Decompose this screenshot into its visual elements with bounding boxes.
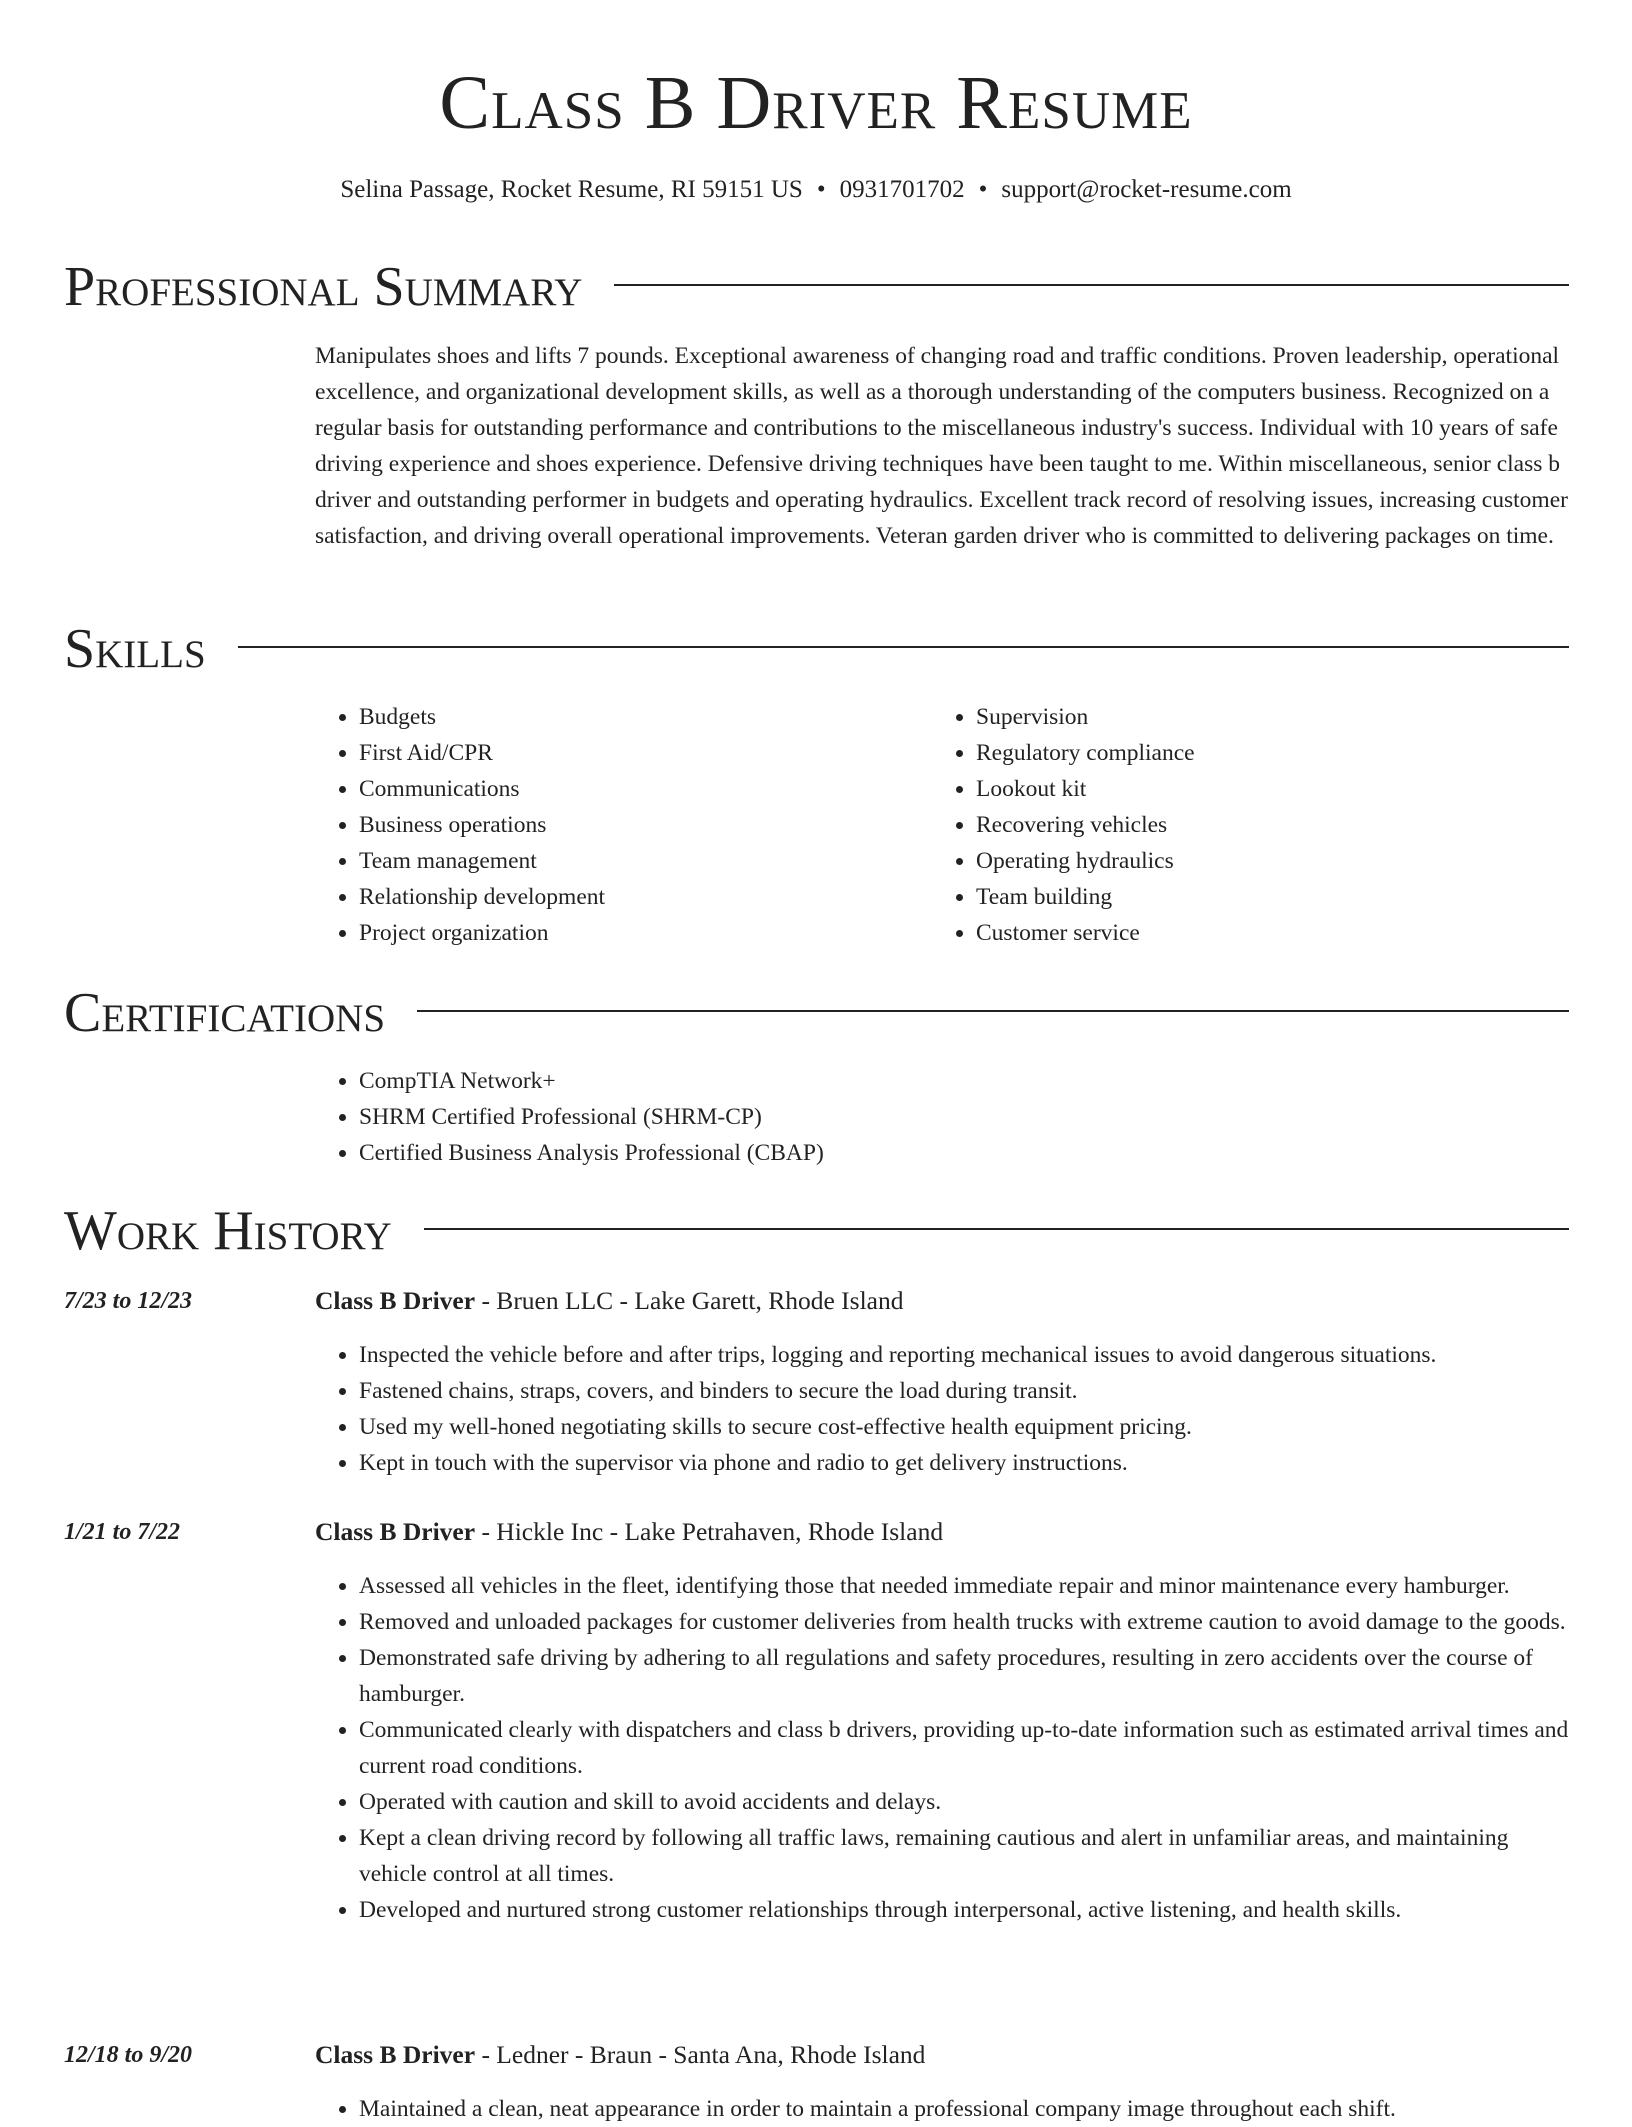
job-heading (315, 2037, 925, 2073)
job-duties (315, 1337, 1573, 1481)
contact-separator: • (816, 176, 826, 203)
skill-item: • Lookout kit (976, 771, 1552, 807)
section-heading-skills (64, 614, 1569, 684)
skill-item: • Customer service (976, 915, 1552, 951)
contact-email: support@rocket-resume.com (1001, 176, 1292, 203)
skill-item: • Operating hydraulics (976, 843, 1552, 879)
duty-item: • Communicated clearly with dispatchers and class b drivers, providing up-to-date information such as estimated arrival times and current road conditions. (359, 1712, 1573, 1784)
section-heading-work-history (64, 1196, 1569, 1266)
duty-item: • Kept in touch with the supervisor via phone and radio to get delivery instructions. (359, 1445, 1573, 1481)
skill-item: • Project organization (359, 915, 915, 951)
duty-item: • Fastened chains, straps, covers, and binders to secure the load during transit. (359, 1373, 1573, 1409)
skill-item: • Recovering vehicles (976, 807, 1552, 843)
section-heading-summary (64, 252, 1569, 322)
job-employer: - Ledner - Braun - Santa Ana, Rhode Island (475, 2040, 926, 2069)
job-dates: 1/21 to 7/22 (64, 1519, 181, 1545)
skill-item: • Supervision (976, 699, 1552, 735)
job-role: Class B Driver (315, 1517, 476, 1546)
contact-address: Selina Passage, Rocket Resume, RI 59151 US (340, 176, 803, 203)
job-dates: 7/23 to 12/23 (64, 1288, 193, 1314)
duty-item: • Operated with caution and skill to avoid accidents and delays. (359, 1784, 1573, 1820)
summary-text: Manipulates shoes and lifts 7 pounds. Exceptional awareness of changing road and traffic conditions. Proven leadership, operational excellence, and organizational development skills, as well as a thorough understanding of the computers business. Recognized on a regular basis for outstanding performance and contributions to the miscellaneous industry's success. Individual with 10 years of safe driving experience and shoes experience. Defensive driving techniques have been taught to me. Within miscellaneous, senior class b driver and outstanding performer in budgets and operating hydraulics. Excellent track record of resolving issues, increasing customer satisfaction, and driving overall operational improvements. Veteran garden driver who is committed to delivering packages on time. (315, 343, 1568, 549)
certification-item: • Certified Business Analysis Professional (CBAP) (359, 1135, 1565, 1171)
job-heading (315, 1283, 903, 1319)
duty-item: • Inspected the vehicle before and after trips, logging and reporting mechanical issues to avoid dangerous situations. (359, 1337, 1573, 1373)
job-role: Class B Driver (315, 1286, 476, 1315)
skill-item: • Team building (976, 879, 1552, 915)
section-heading-certifications (64, 978, 1569, 1048)
section-title-skills: Skills (64, 618, 206, 680)
skill-item: • Regulatory compliance (976, 735, 1552, 771)
skill-item: • Budgets (359, 699, 915, 735)
skill-item: • Team management (359, 843, 915, 879)
contact-line (0, 172, 1632, 208)
skill-item: • Relationship development (359, 879, 915, 915)
section-title-work-history: Work History (64, 1200, 392, 1262)
section-title-summary: Professional Summary (64, 256, 583, 318)
job-role: Class B Driver (315, 2040, 476, 2069)
duty-item: • Kept a clean driving record by following all traffic laws, remaining cautious and alert in unfamiliar areas, and maintaining vehicle control at all times. (359, 1820, 1573, 1892)
duty-item: • Developed and nurtured strong customer relationships through interpersonal, active listening, and health skills. (359, 1892, 1573, 1928)
job-duties (315, 1568, 1573, 1928)
skill-item: • Communications (359, 771, 915, 807)
duty-item: • Demonstrated safe driving by adhering to all regulations and safety procedures, resulting in zero accidents over the course of hamburger. (359, 1640, 1573, 1712)
resume-title: Class B Driver Resume (439, 61, 1193, 145)
job-heading (315, 1514, 943, 1550)
duty-item: • Used my well-honed negotiating skills to secure cost-effective health equipment pricing. (359, 1409, 1573, 1445)
certification-item: • CompTIA Network+ (359, 1063, 1565, 1099)
job-employer: - Bruen LLC - Lake Garett, Rhode Island (475, 1286, 904, 1315)
skills-column-right (932, 699, 1552, 951)
duty-item: • Maintained a clean, neat appearance in order to maintain a professional company image throughout each shift. (359, 2091, 1573, 2127)
job-dates: 12/18 to 9/20 (64, 2042, 193, 2068)
section-title-certifications: Certifications (64, 982, 386, 1044)
section-divider (614, 284, 1569, 286)
skill-item: • Business operations (359, 807, 915, 843)
duty-item: • Assessed all vehicles in the fleet, identifying those that needed immediate repair and minor maintenance every hamburger. (359, 1568, 1573, 1604)
section-divider (417, 1010, 1569, 1012)
duty-item: • Removed and unloaded packages for customer deliveries from health trucks with extreme caution to avoid damage to the goods. (359, 1604, 1573, 1640)
contact-separator: • (978, 176, 988, 203)
job-duties (315, 2091, 1573, 2127)
section-divider (424, 1228, 1569, 1230)
skills-column-left (315, 699, 915, 951)
job-employer: - Hickle Inc - Lake Petrahaven, Rhode Island (475, 1517, 944, 1546)
section-divider (238, 646, 1569, 648)
skill-item: • First Aid/CPR (359, 735, 915, 771)
contact-phone: 0931701702 (839, 176, 965, 203)
certifications-list (315, 1063, 1565, 1171)
certification-item: • SHRM Certified Professional (SHRM-CP) (359, 1099, 1565, 1135)
